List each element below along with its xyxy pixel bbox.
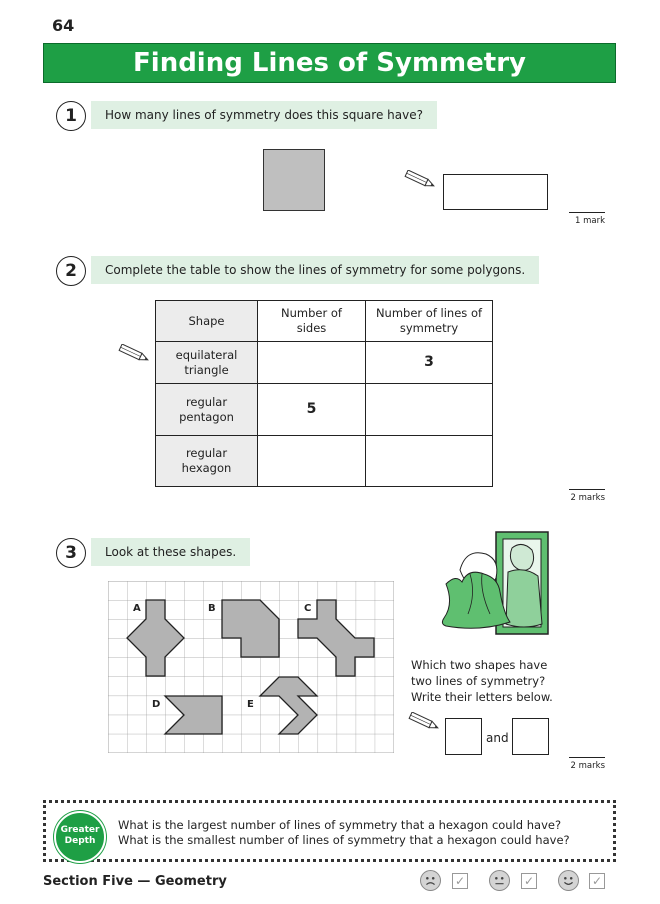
q3-prompt-line: Which two shapes have <box>411 658 548 672</box>
greater-depth-badge: Greater Depth <box>54 811 106 863</box>
table-row <box>156 436 493 487</box>
question-2-number: 2 <box>56 256 86 286</box>
header-lines: Number of lines of symmetry <box>366 301 493 342</box>
greater-depth-line: What is the smallest number of lines of symmetry that a hexagon could have? <box>118 833 570 847</box>
q2-mark: 2 marks <box>569 489 605 503</box>
q3-prompt <box>411 657 553 705</box>
label-c: C <box>304 603 312 614</box>
header-shape: Shape <box>156 301 258 342</box>
label-b: B <box>208 603 216 614</box>
shape-cell: regular hexagon <box>156 436 258 487</box>
q1-mark: 1 mark <box>569 212 605 226</box>
label-d: D <box>152 699 161 710</box>
tick-box-happy[interactable]: ✓ <box>589 873 605 889</box>
table-row <box>156 384 493 436</box>
q1-answer-box[interactable] <box>443 174 548 210</box>
page-number: 64 <box>52 16 75 35</box>
square-shape <box>263 149 325 211</box>
happy-face-icon[interactable] <box>558 870 579 891</box>
tick-box-neutral[interactable]: ✓ <box>521 873 537 889</box>
sad-face-icon[interactable] <box>420 870 441 891</box>
table-header-row <box>156 301 493 342</box>
neutral-face-icon[interactable] <box>489 870 510 891</box>
lines-cell-input[interactable] <box>366 384 493 436</box>
lines-cell-input[interactable] <box>366 436 493 487</box>
q3-prompt-line: Write their letters below. <box>411 690 553 704</box>
greater-depth-questions <box>118 818 570 848</box>
question-2-text: Complete the table to show the lines of symmetry for some polygons. <box>91 256 539 284</box>
page-title: Finding Lines of Symmetry <box>43 43 616 83</box>
question-3-text: Look at these shapes. <box>91 538 250 566</box>
greater-depth-line: What is the largest number of lines of symmetry that a hexagon could have? <box>118 818 562 832</box>
symmetry-table <box>155 300 493 487</box>
shape-cell: regular pentagon <box>156 384 258 436</box>
pencil-icon <box>402 170 438 190</box>
shape-cell: equilateral triangle <box>156 342 258 384</box>
lines-cell: 3 <box>366 342 493 384</box>
label-e: E <box>247 699 254 710</box>
q3-answer-box-1[interactable] <box>445 718 482 755</box>
question-3-number: 3 <box>56 538 86 568</box>
tick-box-sad[interactable]: ✓ <box>452 873 468 889</box>
mirror-creature-illustration <box>430 530 552 640</box>
q3-answer-box-2[interactable] <box>512 718 549 755</box>
pencil-icon <box>406 712 442 732</box>
sides-cell: 5 <box>258 384 366 436</box>
section-footer: Section Five — Geometry <box>43 874 227 889</box>
label-a: A <box>133 603 141 614</box>
sides-cell-input[interactable] <box>258 342 366 384</box>
and-text: and <box>486 731 509 745</box>
question-1-text: How many lines of symmetry does this square have? <box>91 101 437 129</box>
header-sides: Number of sides <box>258 301 366 342</box>
shapes-grid <box>108 581 394 753</box>
table-row <box>156 342 493 384</box>
q3-mark: 2 marks <box>569 757 605 771</box>
question-1-number: 1 <box>56 101 86 131</box>
sides-cell-input[interactable] <box>258 436 366 487</box>
q3-prompt-line: two lines of symmetry? <box>411 674 546 688</box>
pencil-icon <box>116 344 152 364</box>
